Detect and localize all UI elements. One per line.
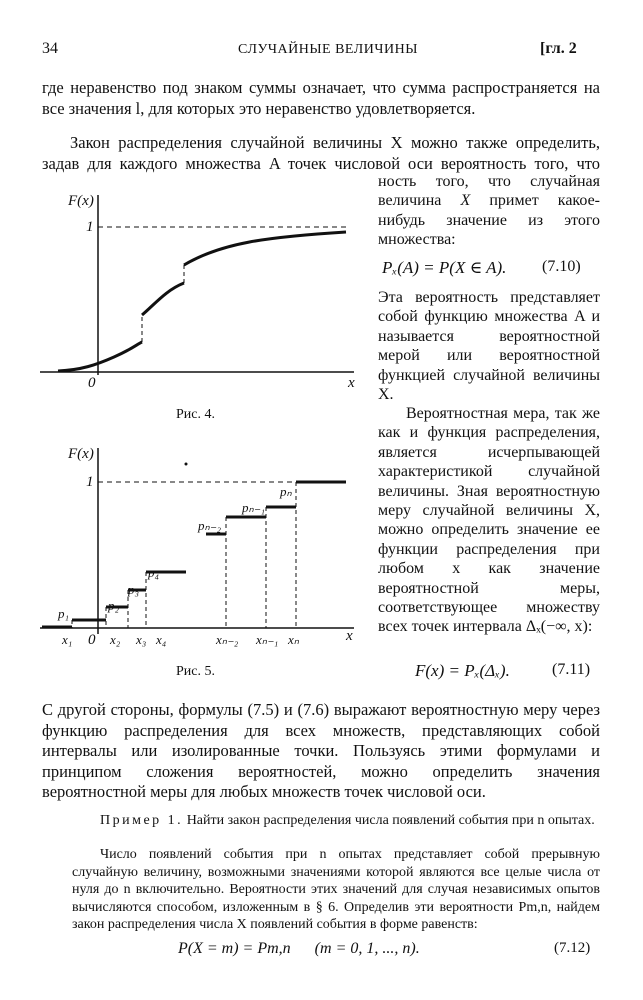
fig5-one: 1 <box>86 474 94 490</box>
page-number: 34 <box>42 40 58 57</box>
fig4-curve-seg1 <box>58 342 142 371</box>
fig5-ylabel: F(x) <box>68 446 94 462</box>
fig4-curve-seg3 <box>184 232 346 265</box>
fig5-p2: p₂ <box>108 598 120 613</box>
fig5-zero: 0 <box>88 632 96 648</box>
running-title: СЛУЧАЙНЫЕ ВЕЛИЧИНЫ <box>238 42 418 57</box>
paragraph-2-top: Закон распределения случайной величины X можно также определить, задав для каждого множества A точек числовой оси вероятность того, что <box>42 133 600 173</box>
paragraph-5: С другой стороны, формулы (7.5) и (7.6) выражают вероятностную меру через функцию распределения для всех множеств, представляющих собой интервалы или изолированные точки. Пользуясь этими формулами и принципом сложения вероятностей, можно определить значения вероятностной меры для любых множеств точек числовой оси. <box>42 700 600 801</box>
paragraph-2-side: ность того, что случайная величина X примет какое-нибудь значение из этого множества: <box>378 173 601 249</box>
figure-5-caption: Рис. 5. <box>176 664 215 679</box>
paragraph-6: Число появлений события при n опытах представляет собой прерывную случайную величину, возможными значениями которой являются все целые числа от нуля до n включительно. Вероятности этих значений для случая независимых опытов вычисляются способом, изложенным в § 6. Определив эти вероятности Pm,n, найдем закон распределения числа X появлений события в форме равенств: <box>72 847 600 933</box>
fig5-p3: p₃ <box>128 582 140 597</box>
figure-5-chart <box>36 440 366 655</box>
paragraph-1: где неравенство под знаком суммы означает, что сумма распространяется на все значения l, для которых это неравенство удовлетворяется. <box>42 78 600 118</box>
fig5-steps <box>42 482 346 627</box>
paragraph-3: Эта вероятность представляет собой функцию множества A и называется вероятностной мерой или вероятностной функцией случайной величины X. <box>378 289 600 404</box>
formula-7-12: P(X = m) = Pm,n (m = 0, 1, ..., n). <box>178 940 420 957</box>
fig5-tick-x1: x₁ <box>62 632 73 647</box>
example-text: Найти закон распределения числа появлений события при n опытах. <box>186 813 595 828</box>
fig4-zero: 0 <box>88 375 96 391</box>
fig4-ylabel: F(x) <box>68 193 94 209</box>
paragraph-4: Вероятностная мера, так же как и функция распределения, является исчерпывающей характеристикой случайной величины. Зная вероятностную меру случайной величины X, можно определить значение ее функции распределения при любом x как значение вероятностной меры, соответствующее множеству всех точек интервала Δₓ(−∞, x): <box>378 405 600 636</box>
fig5-pn: pₙ <box>280 484 292 499</box>
fig5-tick-x3: x₃ <box>136 632 147 647</box>
fig5-tick-xn2: xₙ₋₂ <box>216 632 239 647</box>
fig5-p1: p₁ <box>58 606 70 621</box>
fig5-p4: p₄ <box>148 565 160 580</box>
fig5-xlabel: x <box>346 628 353 644</box>
formula-7-12-number: (7.12) <box>554 940 591 956</box>
fig4-curve-seg2 <box>142 283 184 315</box>
fig5-tick-xn1: xₙ₋₁ <box>256 632 279 647</box>
fig5-pn2: pₙ₋₂ <box>198 518 222 533</box>
formula-7-11: F(x) = Pₓ(Δₓ). <box>415 661 510 680</box>
fig5-tick-x4: x₄ <box>156 632 167 647</box>
example-block <box>72 812 600 830</box>
formula-7-10: Pₓ(A) = P(X ∈ A). <box>382 258 507 277</box>
chapter-label: [гл. 2 <box>540 40 577 57</box>
fig4-one: 1 <box>86 219 94 235</box>
figure-4-caption: Рис. 4. <box>176 407 215 422</box>
fig5-tick-x2: x₂ <box>110 632 121 647</box>
example-label: Пример 1. <box>100 813 184 828</box>
figure-4-chart <box>36 185 366 395</box>
fig5-tick-xn: xₙ <box>288 632 299 647</box>
formula-7-11-number: (7.11) <box>552 661 591 678</box>
formula-7-10-number: (7.10) <box>542 258 581 275</box>
fig4-xlabel: x <box>348 375 355 391</box>
fig5-pn1: pₙ₋₁ <box>242 500 266 515</box>
